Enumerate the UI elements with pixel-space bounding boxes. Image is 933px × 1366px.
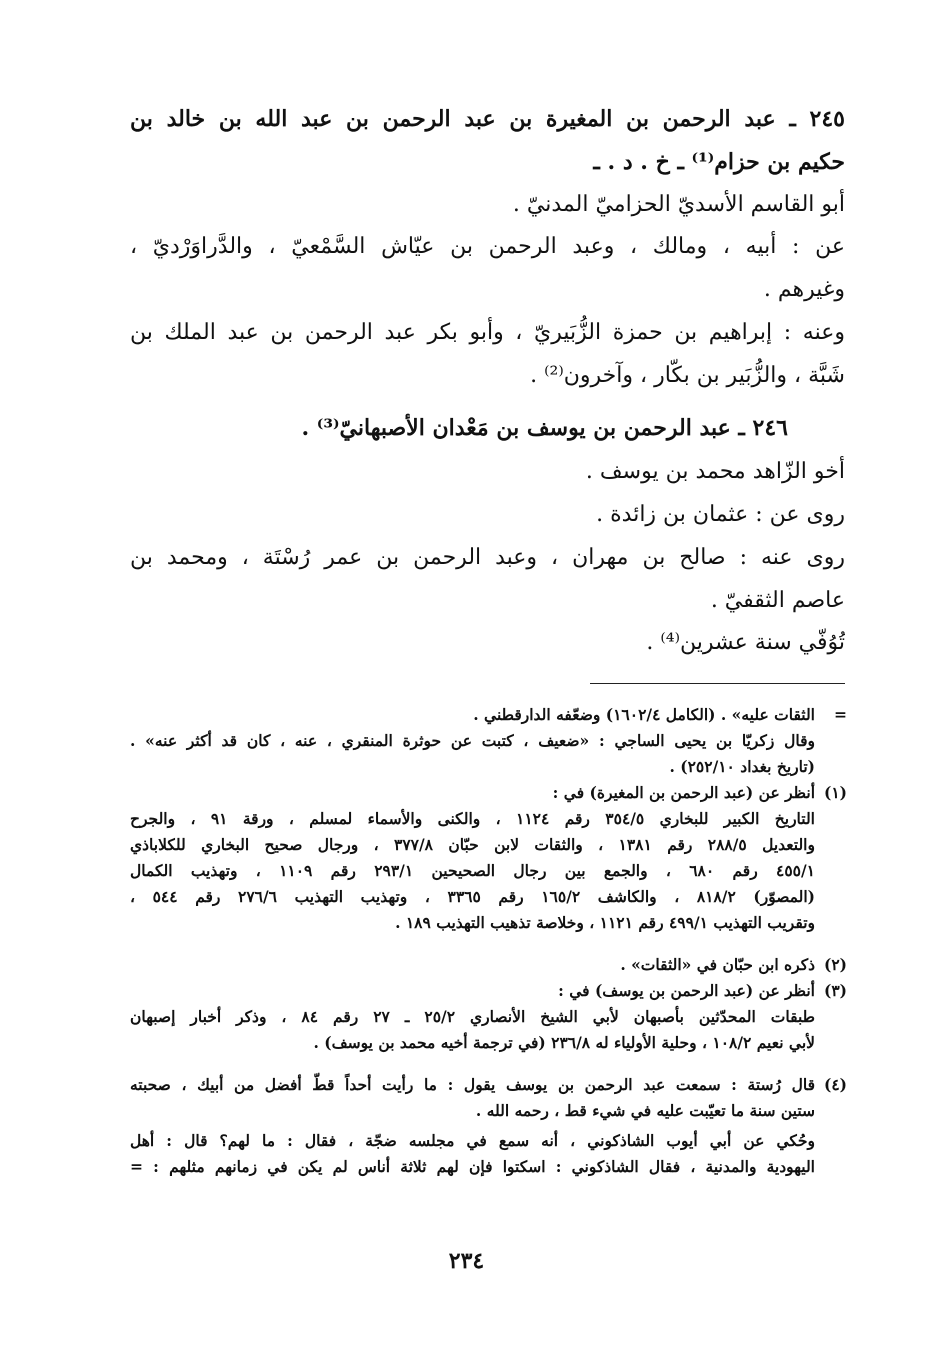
footnote-3-line: طبقات المحدّثين بأصبهان لأبي الشيخ الأنصاري ٢٥/٢ ـ ٢٧ رقم ٨٤ ، وذكر أخبار إصبهان [130,1007,815,1026]
footnote-1-line: أنظر عن (عبد الرحمن بن المغيرة) في : [552,783,815,802]
footnote-1-line: (المصوّر) ٨١٨/٢ ، والكاشف ١٦٥/٢ رقم ٣٣٦٥ ، وتهذيب التهذيب ٢٧٦/٦ رقم ٥٤٤ ، [130,887,815,906]
footnote-4-line: ستين سنة ما تعيّبت عليه في شيء قط ، رحمه الله . [475,1101,815,1120]
entry-246-heading: ٢٤٦ ـ عبد الرحمن بن يوسف بن مَعْدان الأصبهانيّ⁽³⁾ . [301,415,788,441]
footnote-continuation-line: وقال زكريّا بن يحيى الساجي : «ضعيف ، كتبت عن حوثرة المنقري ، عنه ، كان قد أكثر عنه» . [130,731,815,750]
footnote-3-line: أنظر عن (عبد الرحمن بن يوسف) في : [558,981,815,1000]
footnote-2-line: ذكره ابن حبّان في «الثقات» . [620,955,815,974]
entry-246-death: تُوُفّي سنة عشرين⁽⁴⁾ . [646,630,845,655]
footnote-1-line: والتعديل ٢٨٨/٥ رقم ١٣٨١ ، والثقات لابن حبّان ٣٧٧/٨ ، ورجال صحيح البخاري للكلاباذي [130,835,815,854]
footnote-1-marker: (١) [823,783,847,802]
entry-245-narrators: وعنه : إبراهيم بن حمزة الزُّبَيريّ ، وأبو بكر عبد الرحمن بن عبد الملك بن [130,320,845,345]
footnote-4-line: وحُكي عن أبي أيوب الشاذكوني ، أنه سمع في مجلسه ضجّة ، فقال : ما لهم؟ قال : أهل [130,1131,815,1150]
footnote-3-line: لأبي نعيم ١٠٨/٢ ، وحلية الأولياء له ٢٣٦/٨ (في ترجمة أخيه محمد بن يوسف) . [313,1033,815,1052]
entry-246-narrators: روى عنه : صالح بن مهران ، وعبد الرحمن بن عمر رُسْتَة ، ومحمد بن [130,545,845,570]
footnote-4-line: اليهودية والمدنية ، فقال الشاذكوني : اسكتوا فإن لهم ثلاثة أناس لم يكن في زمانهم مثلهم : = [130,1157,815,1176]
entry-245-narrators-cont: شَبَّة ، والزُّبَير بن بكّار ، وآخرون⁽²⁾ . [530,363,845,388]
footnote-continuation-line: (تاريخ بغداد ٢٥٢/١٠) . [669,757,815,776]
footnote-4-marker: (٤) [823,1075,847,1094]
footnote-1-line: التاريخ الكبير للبخاري ٣٥٤/٥ رقم ١١٢٤ ، والكنى والأسماء لمسلم ، ورقة ٩١ ، والجرح [130,809,815,828]
entry-245-heading-cont: حكيم بن حزام⁽¹⁾ ـ خ . د . ـ [593,149,845,175]
footnote-1-line: ٤٥٥/١ رقم ٦٨٠ ، والجمع بين رجال الصحيحين ٢٩٣/١ رقم ١١٠٩ ، وتهذيب الكمال [130,861,815,880]
entry-246-narrators-cont: عاصم الثقفيّ . [710,588,845,613]
entry-245-kunya: أبو القاسم الأسديّ الحزاميّ المدنيّ . [512,192,845,217]
footnote-continuation-marker: = [834,705,847,724]
footnote-continuation-line: الثقات عليه» . (الكامل ١٦٠٢/٤) وضعّفه الدارقطني . [473,705,815,724]
footnote-4-line: قال رُستة : سمعت عبد الرحمن بن يوسف يقول : ما رأيت أحداً قطّ أفضل من أبيك ، صحبته [130,1075,815,1094]
entry-246-brother: أخو الزّاهد محمد بن يوسف . [585,459,845,484]
footnote-1-line: وتقريب التهذيب ٤٩٩/١ رقم ١١٢١ ، وخلاصة تذهيب التهذيب ١٨٩ . [395,913,815,932]
entry-245-narrated-from: عن : أبيه ، ومالك ، وعبد الرحمن بن عيّاش السَّمْعيّ ، والدَّراوَرْديّ ، [130,234,845,259]
footnote-divider [590,683,845,684]
footnote-2-marker: (٢) [823,955,847,974]
entry-245-narrated-from-cont: وغيرهم . [763,277,845,302]
footnote-3-marker: (٣) [823,981,847,1000]
entry-246-narrated-from: روى عن : عثمان بن زائدة . [596,502,845,527]
entry-245-heading: ٢٤٥ ـ عبد الرحمن بن المغيرة بن عبد الرحمن بن عبد الله بن خالد بن [130,106,845,132]
page-number: ٢٣٤ [448,1248,485,1274]
